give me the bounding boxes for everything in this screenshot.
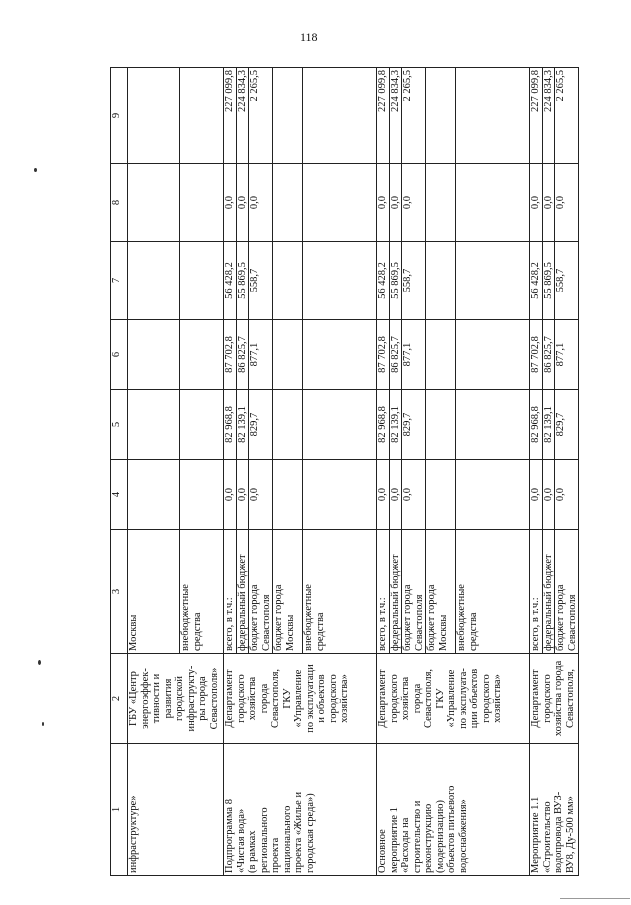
value-cell-c4: 0,0 (402, 460, 426, 530)
value-cell-c4: 0,0 (389, 460, 402, 530)
scan-speck (34, 168, 37, 172)
value-cell-c4: 0,0 (249, 460, 273, 530)
funding-source-cell (389, 530, 402, 654)
cell-line: Департамент (377, 669, 388, 728)
value-cell-c8 (180, 164, 224, 242)
value-cell-c7: 55 869,5 (236, 242, 249, 320)
value-cell-c9 (273, 68, 303, 164)
scan-speck (42, 722, 44, 726)
funding-source-cell (180, 530, 224, 654)
executor-cell (128, 654, 224, 744)
funding-source-cell (236, 530, 249, 654)
cell-line: хозяйства города (553, 660, 564, 737)
cell-line: (в рамках (247, 830, 258, 873)
value-cell-c9 (456, 68, 530, 164)
cell-line: Мероприятие 1.1 (530, 796, 541, 873)
cell-line: Департамент (530, 669, 541, 728)
cell-line: бюджет города (555, 584, 566, 651)
cell-line: бюджет города (402, 584, 413, 651)
cell-line: и объектов (316, 674, 327, 723)
value-cell-c4: 0,0 (224, 460, 237, 530)
cell-line: проекта (270, 837, 281, 873)
cell-line: городского (327, 674, 339, 723)
cell-line: хозяйства» (339, 674, 350, 723)
value-cell-c4: 0,0 (542, 460, 555, 530)
value-cell-c5 (128, 390, 180, 460)
cell-line: городской (174, 676, 185, 721)
value-cell-c7 (273, 242, 303, 320)
funding-source-cell (249, 530, 273, 654)
cell-line: Подпрограмма 8 (224, 799, 235, 873)
cell-line: ГКУ (434, 688, 446, 709)
funding-source-cell (530, 530, 543, 654)
cell-line: внебюджетные (456, 584, 467, 651)
value-cell-c9: 2 265,5 (402, 68, 426, 164)
cell-line: бюджет города (249, 584, 260, 651)
cell-line: «Расходы на (400, 817, 411, 873)
value-cell-c9 (180, 68, 224, 164)
cell-line: ГБУ «Центр (128, 671, 139, 726)
value-cell-c6 (303, 320, 377, 390)
cell-line: Севастополя, (423, 668, 434, 729)
cell-line: ГКУ (281, 688, 293, 709)
cell-line: Севастополя, (564, 668, 576, 729)
cell-line: Севастополя (260, 594, 272, 651)
value-cell-c8 (426, 164, 456, 242)
cell-line: федеральный бюджет (542, 554, 554, 651)
value-cell-c8 (128, 164, 180, 242)
value-cell-c8: 0,0 (542, 164, 555, 242)
cell-line: Москвы (284, 614, 296, 651)
funding-source-cell (402, 530, 426, 654)
value-cell-c9: 227 099,8 (530, 68, 543, 164)
cell-line: тивности и (151, 673, 162, 724)
value-cell-c6: 87 702,8 (377, 320, 390, 390)
value-cell-c5: 829,7 (555, 390, 579, 460)
cell-line: энергоэффек- (139, 668, 151, 729)
value-cell-c6: 877,1 (249, 320, 273, 390)
value-cell-c7: 56 428,2 (530, 242, 543, 320)
value-cell-c8: 0,0 (249, 164, 273, 242)
cell-line: ВУ8, Ду-500 мм» (564, 796, 576, 873)
value-cell-c9: 2 265,5 (249, 68, 273, 164)
value-cell-c9 (426, 68, 456, 164)
value-cell-c7: 56 428,2 (377, 242, 390, 320)
funding-source-cell (542, 530, 555, 654)
value-cell-c6: 86 825,7 (389, 320, 402, 390)
cell-line: всего, в т.ч.: (377, 597, 388, 651)
cell-line: Москвы (128, 614, 139, 651)
value-cell-c8: 0,0 (236, 164, 249, 242)
cell-line: мероприятие 1 (388, 807, 400, 873)
funding-source-cell (555, 530, 579, 654)
cell-line: по эксплуата- (457, 668, 469, 729)
funding-source-cell (273, 530, 303, 654)
cell-line: проекта «Жилье и (293, 791, 304, 873)
table-row (224, 68, 237, 876)
value-cell-c9: 224 834,3 (542, 68, 555, 164)
header-row (111, 68, 128, 876)
cell-line: города (258, 683, 270, 714)
value-cell-c5 (180, 390, 224, 460)
value-cell-c7: 558,7 (555, 242, 579, 320)
executor-cell (377, 654, 530, 744)
cell-line: объектов питьевого (446, 785, 457, 873)
header-cell: 1 (111, 744, 128, 876)
cell-line: по эксплуатаци (304, 664, 316, 733)
value-cell-c5: 829,7 (402, 390, 426, 460)
program-cell (530, 744, 579, 876)
value-cell-c9 (128, 68, 180, 164)
cell-line: хозяйства (400, 676, 411, 721)
cell-line: средства (314, 612, 326, 651)
cell-line: ции объектов (469, 668, 480, 729)
cell-line: средства (191, 612, 203, 651)
value-cell-c4: 0,0 (530, 460, 543, 530)
value-cell-c5: 82 139,1 (389, 390, 402, 460)
table-row (128, 68, 180, 876)
rotated-table-wrapper (110, 68, 578, 876)
cell-line: всего, в т.ч.: (224, 597, 235, 651)
cell-line: Основное (377, 829, 388, 873)
value-cell-c7 (303, 242, 377, 320)
cell-line: регионального (258, 807, 270, 873)
cell-line: Москвы (437, 614, 449, 651)
value-cell-c8: 0,0 (530, 164, 543, 242)
value-cell-c5: 82 968,8 (377, 390, 390, 460)
table-body (111, 68, 579, 876)
rotated-page-area (110, 68, 578, 876)
value-cell-c6 (426, 320, 456, 390)
table-row (530, 68, 543, 876)
cell-line: федеральный бюджет (389, 554, 401, 651)
table-row (377, 68, 390, 876)
value-cell-c5: 82 139,1 (236, 390, 249, 460)
value-cell-c9: 227 099,8 (377, 68, 390, 164)
scan-speck (38, 660, 41, 665)
cell-line: городская среда») (304, 793, 316, 873)
value-cell-c6 (128, 320, 180, 390)
value-cell-c4 (273, 460, 303, 530)
value-cell-c6 (456, 320, 530, 390)
cell-line: внебюджетные (180, 584, 191, 651)
cell-line: национального (281, 805, 293, 873)
value-cell-c9 (303, 68, 377, 164)
value-cell-c7: 55 869,5 (389, 242, 402, 320)
header-cell: 5 (111, 390, 128, 460)
value-cell-c9: 227 099,8 (224, 68, 237, 164)
value-cell-c5: 82 968,8 (224, 390, 237, 460)
cell-line: Департамент (224, 669, 235, 728)
value-cell-c9: 224 834,3 (236, 68, 249, 164)
value-cell-c4: 0,0 (377, 460, 390, 530)
value-cell-c8: 0,0 (402, 164, 426, 242)
funding-source-cell (426, 530, 456, 654)
program-cell (224, 744, 377, 876)
cell-line: Севастополя» (208, 667, 220, 730)
program-cell (377, 744, 530, 876)
cell-line: внебюджетные (303, 584, 314, 651)
value-cell-c8 (273, 164, 303, 242)
value-cell-c5 (426, 390, 456, 460)
cell-line: развития (162, 678, 174, 719)
cell-line: водопровода ВУЗ- (553, 791, 564, 873)
value-cell-c5 (303, 390, 377, 460)
cell-line: городского (388, 674, 400, 723)
funding-source-cell (128, 530, 180, 654)
value-cell-c4 (180, 460, 224, 530)
budget-table (110, 67, 579, 876)
value-cell-c4 (128, 460, 180, 530)
value-cell-c7 (426, 242, 456, 320)
value-cell-c7 (456, 242, 530, 320)
value-cell-c6: 877,1 (402, 320, 426, 390)
value-cell-c6 (180, 320, 224, 390)
program-cell (128, 744, 224, 876)
cell-line: городского (480, 674, 492, 723)
cell-line: Севастополя (413, 594, 425, 651)
value-cell-c5: 82 968,8 (530, 390, 543, 460)
value-cell-c8 (456, 164, 530, 242)
value-cell-c4 (303, 460, 377, 530)
cell-line: федеральный бюджет (236, 554, 248, 651)
header-cell: 9 (111, 68, 128, 164)
value-cell-c6 (273, 320, 303, 390)
value-cell-c5: 829,7 (249, 390, 273, 460)
value-cell-c7 (180, 242, 224, 320)
funding-source-cell (224, 530, 237, 654)
cell-line: средства (467, 612, 479, 651)
value-cell-c7 (128, 242, 180, 320)
value-cell-c9: 2 265,5 (555, 68, 579, 164)
value-cell-c5 (456, 390, 530, 460)
value-cell-c7: 56 428,2 (224, 242, 237, 320)
value-cell-c7: 55 869,5 (542, 242, 555, 320)
scan-edge-line (560, 898, 630, 899)
executor-cell (224, 654, 377, 744)
cell-line: хозяйства (247, 676, 258, 721)
value-cell-c8 (303, 164, 377, 242)
cell-line: города (411, 683, 423, 714)
header-cell: 3 (111, 530, 128, 654)
value-cell-c7: 558,7 (249, 242, 273, 320)
cell-line: (модернизацию) (434, 800, 446, 873)
value-cell-c9: 224 834,3 (389, 68, 402, 164)
cell-line: инфраструктуре» (128, 795, 139, 873)
cell-line: ры города (197, 676, 208, 721)
header-cell: 7 (111, 242, 128, 320)
value-cell-c6: 86 825,7 (542, 320, 555, 390)
value-cell-c4: 0,0 (236, 460, 249, 530)
cell-line: строительство и (411, 800, 423, 873)
executor-cell (530, 654, 579, 744)
value-cell-c6: 87 702,8 (224, 320, 237, 390)
cell-line: городского (235, 674, 247, 723)
cell-line: «Чистая вода» (235, 808, 247, 873)
page-number: 118 (300, 30, 318, 44)
funding-source-cell (377, 530, 390, 654)
value-cell-c8: 0,0 (224, 164, 237, 242)
cell-line: хозяйства» (492, 674, 503, 723)
value-cell-c8: 0,0 (555, 164, 579, 242)
cell-line: бюджет города (426, 584, 437, 651)
value-cell-c5 (273, 390, 303, 460)
value-cell-c4 (426, 460, 456, 530)
value-cell-c6: 86 825,7 (236, 320, 249, 390)
cell-line: «Управление (446, 669, 457, 728)
cell-line: реконструкцию (423, 803, 434, 873)
cell-line: городского (541, 674, 553, 723)
cell-line: «Строительство (541, 801, 553, 873)
cell-line: бюджет города (273, 584, 284, 651)
cell-line: водоснабжения» (457, 799, 469, 873)
cell-line: Севастополя (566, 594, 578, 651)
value-cell-c5: 82 139,1 (542, 390, 555, 460)
value-cell-c8: 0,0 (377, 164, 390, 242)
value-cell-c4: 0,0 (555, 460, 579, 530)
funding-source-cell (456, 530, 530, 654)
funding-source-cell (303, 530, 377, 654)
header-cell: 6 (111, 320, 128, 390)
cell-line: «Управление (293, 669, 304, 728)
cell-line: Севастополя, (270, 668, 281, 729)
value-cell-c8: 0,0 (389, 164, 402, 242)
header-cell: 4 (111, 460, 128, 530)
value-cell-c4 (456, 460, 530, 530)
header-cell: 8 (111, 164, 128, 242)
value-cell-c7: 558,7 (402, 242, 426, 320)
cell-line: инфраструкту- (185, 665, 197, 732)
header-cell: 2 (111, 654, 128, 744)
value-cell-c6: 877,1 (555, 320, 579, 390)
value-cell-c6: 87 702,8 (530, 320, 543, 390)
cell-line: всего, в т.ч.: (530, 597, 541, 651)
